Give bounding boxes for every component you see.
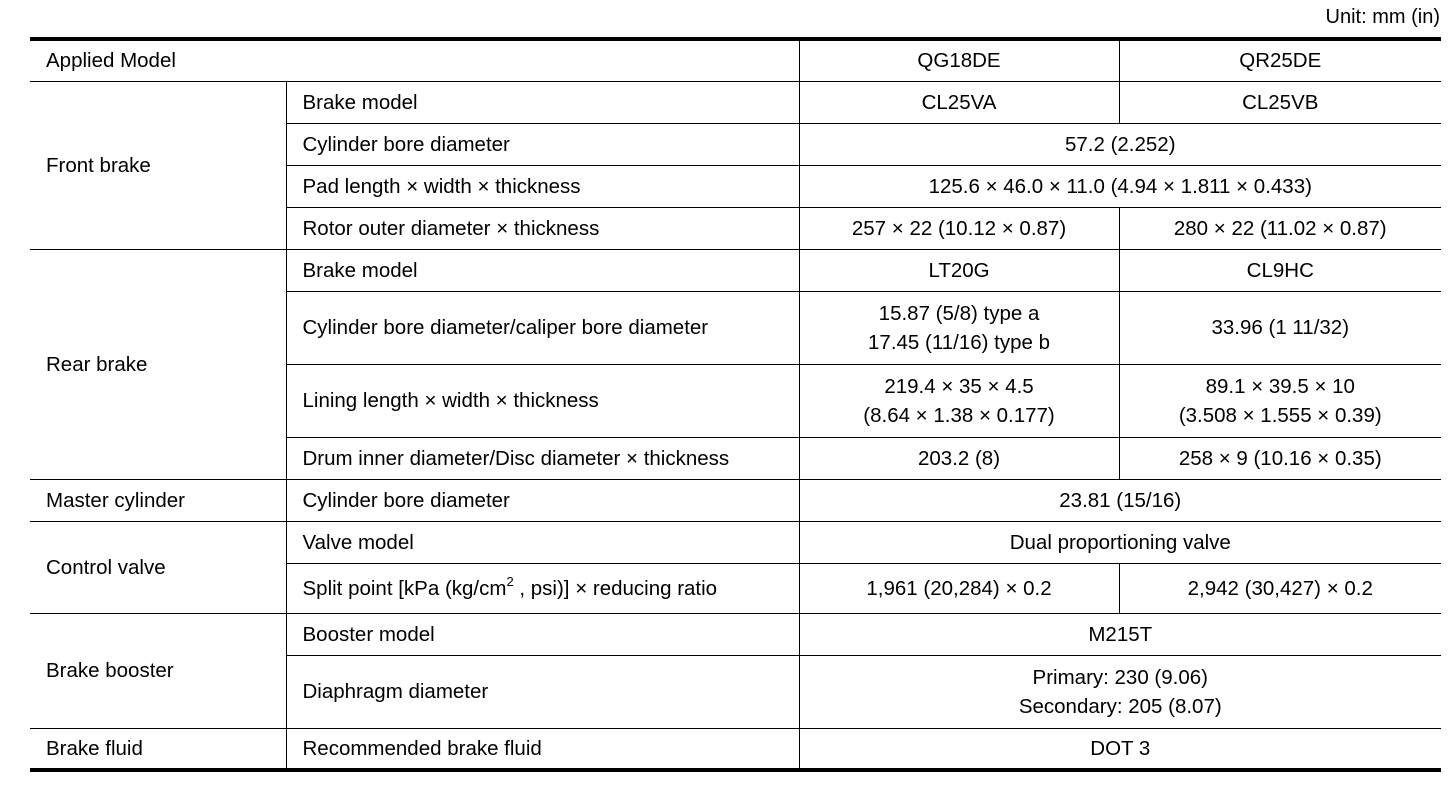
model-qr25de: QR25DE — [1119, 39, 1441, 81]
value-line: 89.1 × 39.5 × 10 — [1205, 374, 1355, 398]
spec-value-qg18de: LT20G — [799, 249, 1119, 291]
brake-booster-label: Brake booster — [30, 613, 286, 728]
spec-item: Drum inner diameter/Disc diameter × thickness — [286, 437, 799, 479]
table-row — [30, 249, 1441, 291]
spec-item: Rotor outer diameter × thickness — [286, 207, 799, 249]
brake-fluid-label: Brake fluid — [30, 728, 286, 770]
table-row — [30, 728, 1441, 770]
value-line: 15.87 (5/8) type a — [878, 301, 1040, 325]
brake-specifications-table — [30, 37, 1441, 772]
value-line: Primary: 230 (9.06) — [1032, 665, 1208, 689]
spec-item: Valve model — [286, 521, 799, 563]
rear-brake-label: Rear brake — [30, 249, 286, 479]
spec-value-both: M215T — [799, 613, 1441, 655]
spec-item: Split point [kPa ($kg/cm^2$ , psi)] × reducing ratio — [286, 563, 799, 613]
spec-value-both: 23.81 (15/16) — [799, 479, 1441, 521]
spec-value-qr25de: CL25VB — [1119, 81, 1441, 123]
applied-model-label: Applied Model — [30, 39, 799, 81]
spec-value-qr25de: 2,942 (30,427) × 0.2 — [1119, 563, 1441, 613]
spec-item: Cylinder bore diameter — [286, 123, 799, 165]
spec-value-qg18de — [799, 364, 1119, 437]
spec-item: Cylinder bore diameter/caliper bore diameter — [286, 291, 799, 364]
spec-value-qr25de: 280 × 22 (11.02 × 0.87) — [1119, 207, 1441, 249]
table-row — [30, 613, 1441, 655]
spec-item: Recommended brake fluid — [286, 728, 799, 770]
spec-item: Brake model — [286, 81, 799, 123]
spec-item: Brake model — [286, 249, 799, 291]
spec-value-qr25de: 258 × 9 (10.16 × 0.35) — [1119, 437, 1441, 479]
value-line: (8.64 × 1.38 × 0.177) — [863, 403, 1055, 427]
table-row — [30, 479, 1441, 521]
spec-item: Pad length × width × thickness — [286, 165, 799, 207]
spec-value-qg18de: 257 × 22 (10.12 × 0.87) — [799, 207, 1119, 249]
spec-value-qr25de: 33.96 (1 11/32) — [1119, 291, 1441, 364]
spec-value-qg18de: CL25VA — [799, 81, 1119, 123]
model-qg18de: QG18DE — [799, 39, 1119, 81]
table-row — [30, 81, 1441, 123]
spec-value-both: 57.2 (2.252) — [799, 123, 1441, 165]
value-line: 219.4 × 35 × 4.5 — [884, 374, 1034, 398]
spec-value-qg18de: 1,961 (20,284) × 0.2 — [799, 563, 1119, 613]
applied-model-row — [30, 39, 1441, 81]
spec-value-qg18de: 203.2 (8) — [799, 437, 1119, 479]
spec-value-qr25de: CL9HC — [1119, 249, 1441, 291]
spec-item: Diaphragm diameter — [286, 655, 799, 728]
control-valve-label: Control valve — [30, 521, 286, 613]
spec-value-qg18de — [799, 291, 1119, 364]
value-line: (3.508 × 1.555 × 0.39) — [1178, 403, 1382, 427]
spec-value-both: DOT 3 — [799, 728, 1441, 770]
front-brake-label: Front brake — [30, 81, 286, 249]
master-cylinder-label: Master cylinder — [30, 479, 286, 521]
spec-value-both: 125.6 × 46.0 × 11.0 (4.94 × 1.811 × 0.433) — [799, 165, 1441, 207]
spec-item: Lining length × width × thickness — [286, 364, 799, 437]
value-line: 17.45 (11/16) type b — [868, 330, 1050, 354]
unit-label: Unit: mm (in) — [1325, 6, 1440, 28]
spec-value-qr25de — [1119, 364, 1441, 437]
spec-value-both — [799, 655, 1441, 728]
spec-item: Booster model — [286, 613, 799, 655]
table-row — [30, 521, 1441, 563]
value-line: Secondary: 205 (8.07) — [1018, 694, 1222, 718]
spec-value-both: Dual proportioning valve — [799, 521, 1441, 563]
spec-item: Cylinder bore diameter — [286, 479, 799, 521]
